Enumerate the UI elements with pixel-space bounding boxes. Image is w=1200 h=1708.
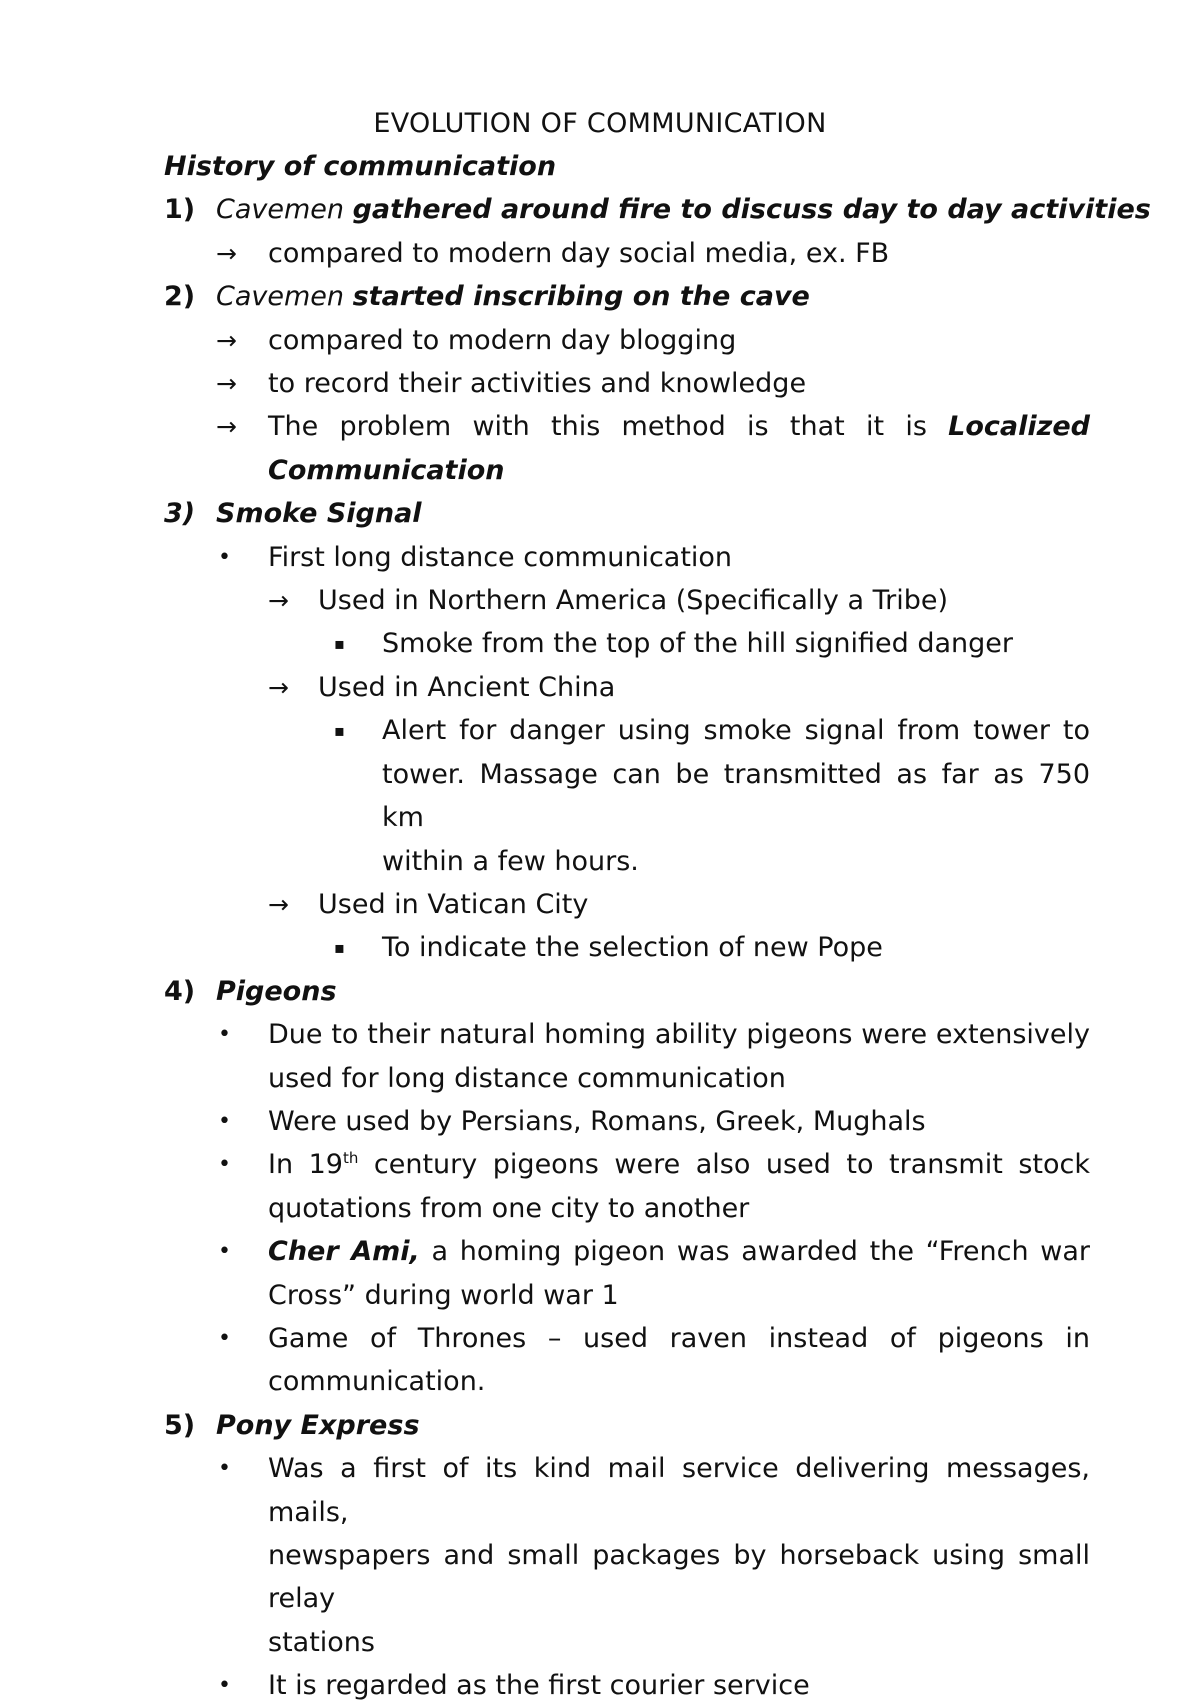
square-bullet-icon: ▪ (334, 634, 345, 654)
bullet-item-text: Cross” during world war 1 (268, 1279, 619, 1311)
bullet-item-text: a homing pigeon was awarded the “French war (431, 1236, 1090, 1268)
bullet-item-text: Game of Thrones – used raven instead of pigeons in (268, 1322, 1090, 1354)
arrow-item (164, 666, 1100, 709)
item-2-heading (164, 275, 1100, 318)
communication-emphasis: Communication (268, 454, 505, 486)
item-lead: Cavemen (216, 194, 345, 226)
arrow-item (164, 232, 1100, 275)
bullet-item (164, 1230, 1100, 1317)
bullet-item-text: newspapers and small packages by horseback using small relay (268, 1540, 1090, 1615)
bullet-item-text: Were used by Persians, Romans, Greek, Mughals (268, 1105, 926, 1137)
bullet-item (164, 1447, 1100, 1664)
item-heading-text: Pigeons (216, 975, 337, 1007)
section-subtitle: History of communication (164, 151, 557, 182)
item-number: 4) (164, 975, 196, 1007)
arrow-icon: → (216, 412, 237, 442)
item-heading-text: Smoke Signal (216, 498, 422, 530)
item-number: 2) (164, 281, 196, 313)
item-3-heading (164, 492, 1100, 535)
arrow-icon: → (268, 672, 289, 702)
cher-ami-emphasis: Cher Ami, (268, 1236, 420, 1268)
arrow-icon: → (268, 889, 289, 919)
item-4-heading (164, 970, 1100, 1013)
arrow-item (164, 579, 1100, 622)
bullet-item (164, 1143, 1100, 1230)
page-title: EVOLUTION OF COMMUNICATION (373, 108, 827, 139)
bullet-item (164, 1100, 1100, 1143)
square-item-text: To indicate the selection of new Pope (382, 932, 883, 964)
bullet-item-text: communication. (268, 1366, 486, 1398)
bullet-item-text: Was a first of its kind mail service delivering messages, mails, (268, 1453, 1090, 1528)
item-lead: Cavemen (216, 281, 345, 313)
square-item-text: Smoke from the top of the hill signified danger (382, 628, 1013, 660)
bullet-icon: • (218, 1152, 231, 1178)
bullet-item-text: stations (268, 1626, 375, 1658)
bullet-icon: • (218, 1239, 231, 1265)
square-item (164, 926, 1100, 969)
arrow-icon: → (216, 325, 237, 355)
item-emphasis: gathered around fire to discuss day to day activities (352, 194, 1151, 226)
square-item-text: Alert for danger using smoke signal from tower to (382, 715, 1090, 747)
arrow-item-text: compared to modern day blogging (268, 324, 737, 356)
item-emphasis: started inscribing on the cave (352, 281, 810, 313)
bullet-item (164, 1664, 1100, 1707)
arrow-item (164, 883, 1100, 926)
arrow-item-text: to record their activities and knowledge (268, 368, 807, 400)
bullet-icon: • (218, 1022, 231, 1048)
bullet-item (164, 1317, 1100, 1404)
arrow-item-text: The problem with this method is that it is (268, 411, 927, 443)
arrow-icon: → (216, 369, 237, 399)
bullet-item-text: In 19 (268, 1149, 343, 1181)
bullet-item (164, 1013, 1100, 1100)
superscript: th (342, 1149, 359, 1168)
square-item (164, 709, 1100, 883)
bullet-item-text: quotations from one city to another (268, 1192, 750, 1224)
bullet-icon: • (218, 544, 231, 570)
item-number: 1) (164, 194, 196, 226)
bullet-item-text: century pigeons were also used to transmit stock (373, 1149, 1090, 1181)
bullet-item-text: used for long distance communication (268, 1062, 786, 1094)
square-bullet-icon: ▪ (334, 721, 345, 741)
bullet-icon: • (218, 1108, 231, 1134)
arrow-icon: → (268, 586, 289, 616)
arrow-item (164, 405, 1100, 492)
bullet-icon: • (218, 1456, 231, 1482)
arrow-item-text: Used in Northern America (Specifically a Tribe) (318, 585, 949, 617)
square-bullet-icon: ▪ (334, 938, 345, 958)
arrow-item-text: Used in Vatican City (318, 888, 589, 920)
item-1-heading (164, 188, 1151, 231)
bullet-icon: • (218, 1673, 231, 1699)
arrow-icon: → (216, 238, 237, 268)
bullet-icon: • (218, 1325, 231, 1351)
item-number: 3) (164, 498, 196, 530)
item-heading-text: Pony Express (216, 1409, 420, 1441)
arrow-item (164, 319, 1100, 362)
localized-emphasis: Localized (948, 411, 1090, 443)
bullet-item-text: It is regarded as the first courier service (268, 1670, 810, 1702)
arrow-item-text: compared to modern day social media, ex. FB (268, 237, 890, 269)
item-number: 5) (164, 1409, 196, 1441)
document-body (164, 145, 1151, 1708)
bullet-item (164, 536, 1100, 579)
arrow-item-text: Used in Ancient China (318, 671, 616, 703)
square-item-text: tower. Massage can be transmitted as far as 750 km (382, 758, 1090, 834)
square-item (164, 622, 1100, 665)
arrow-item (164, 362, 1100, 405)
bullet-item-text: Due to their natural homing ability pigeons were extensively (268, 1019, 1090, 1051)
bullet-item-text: First long distance communication (268, 541, 733, 573)
item-5-heading (164, 1404, 1100, 1447)
square-item-text: within a few hours. (382, 845, 639, 877)
